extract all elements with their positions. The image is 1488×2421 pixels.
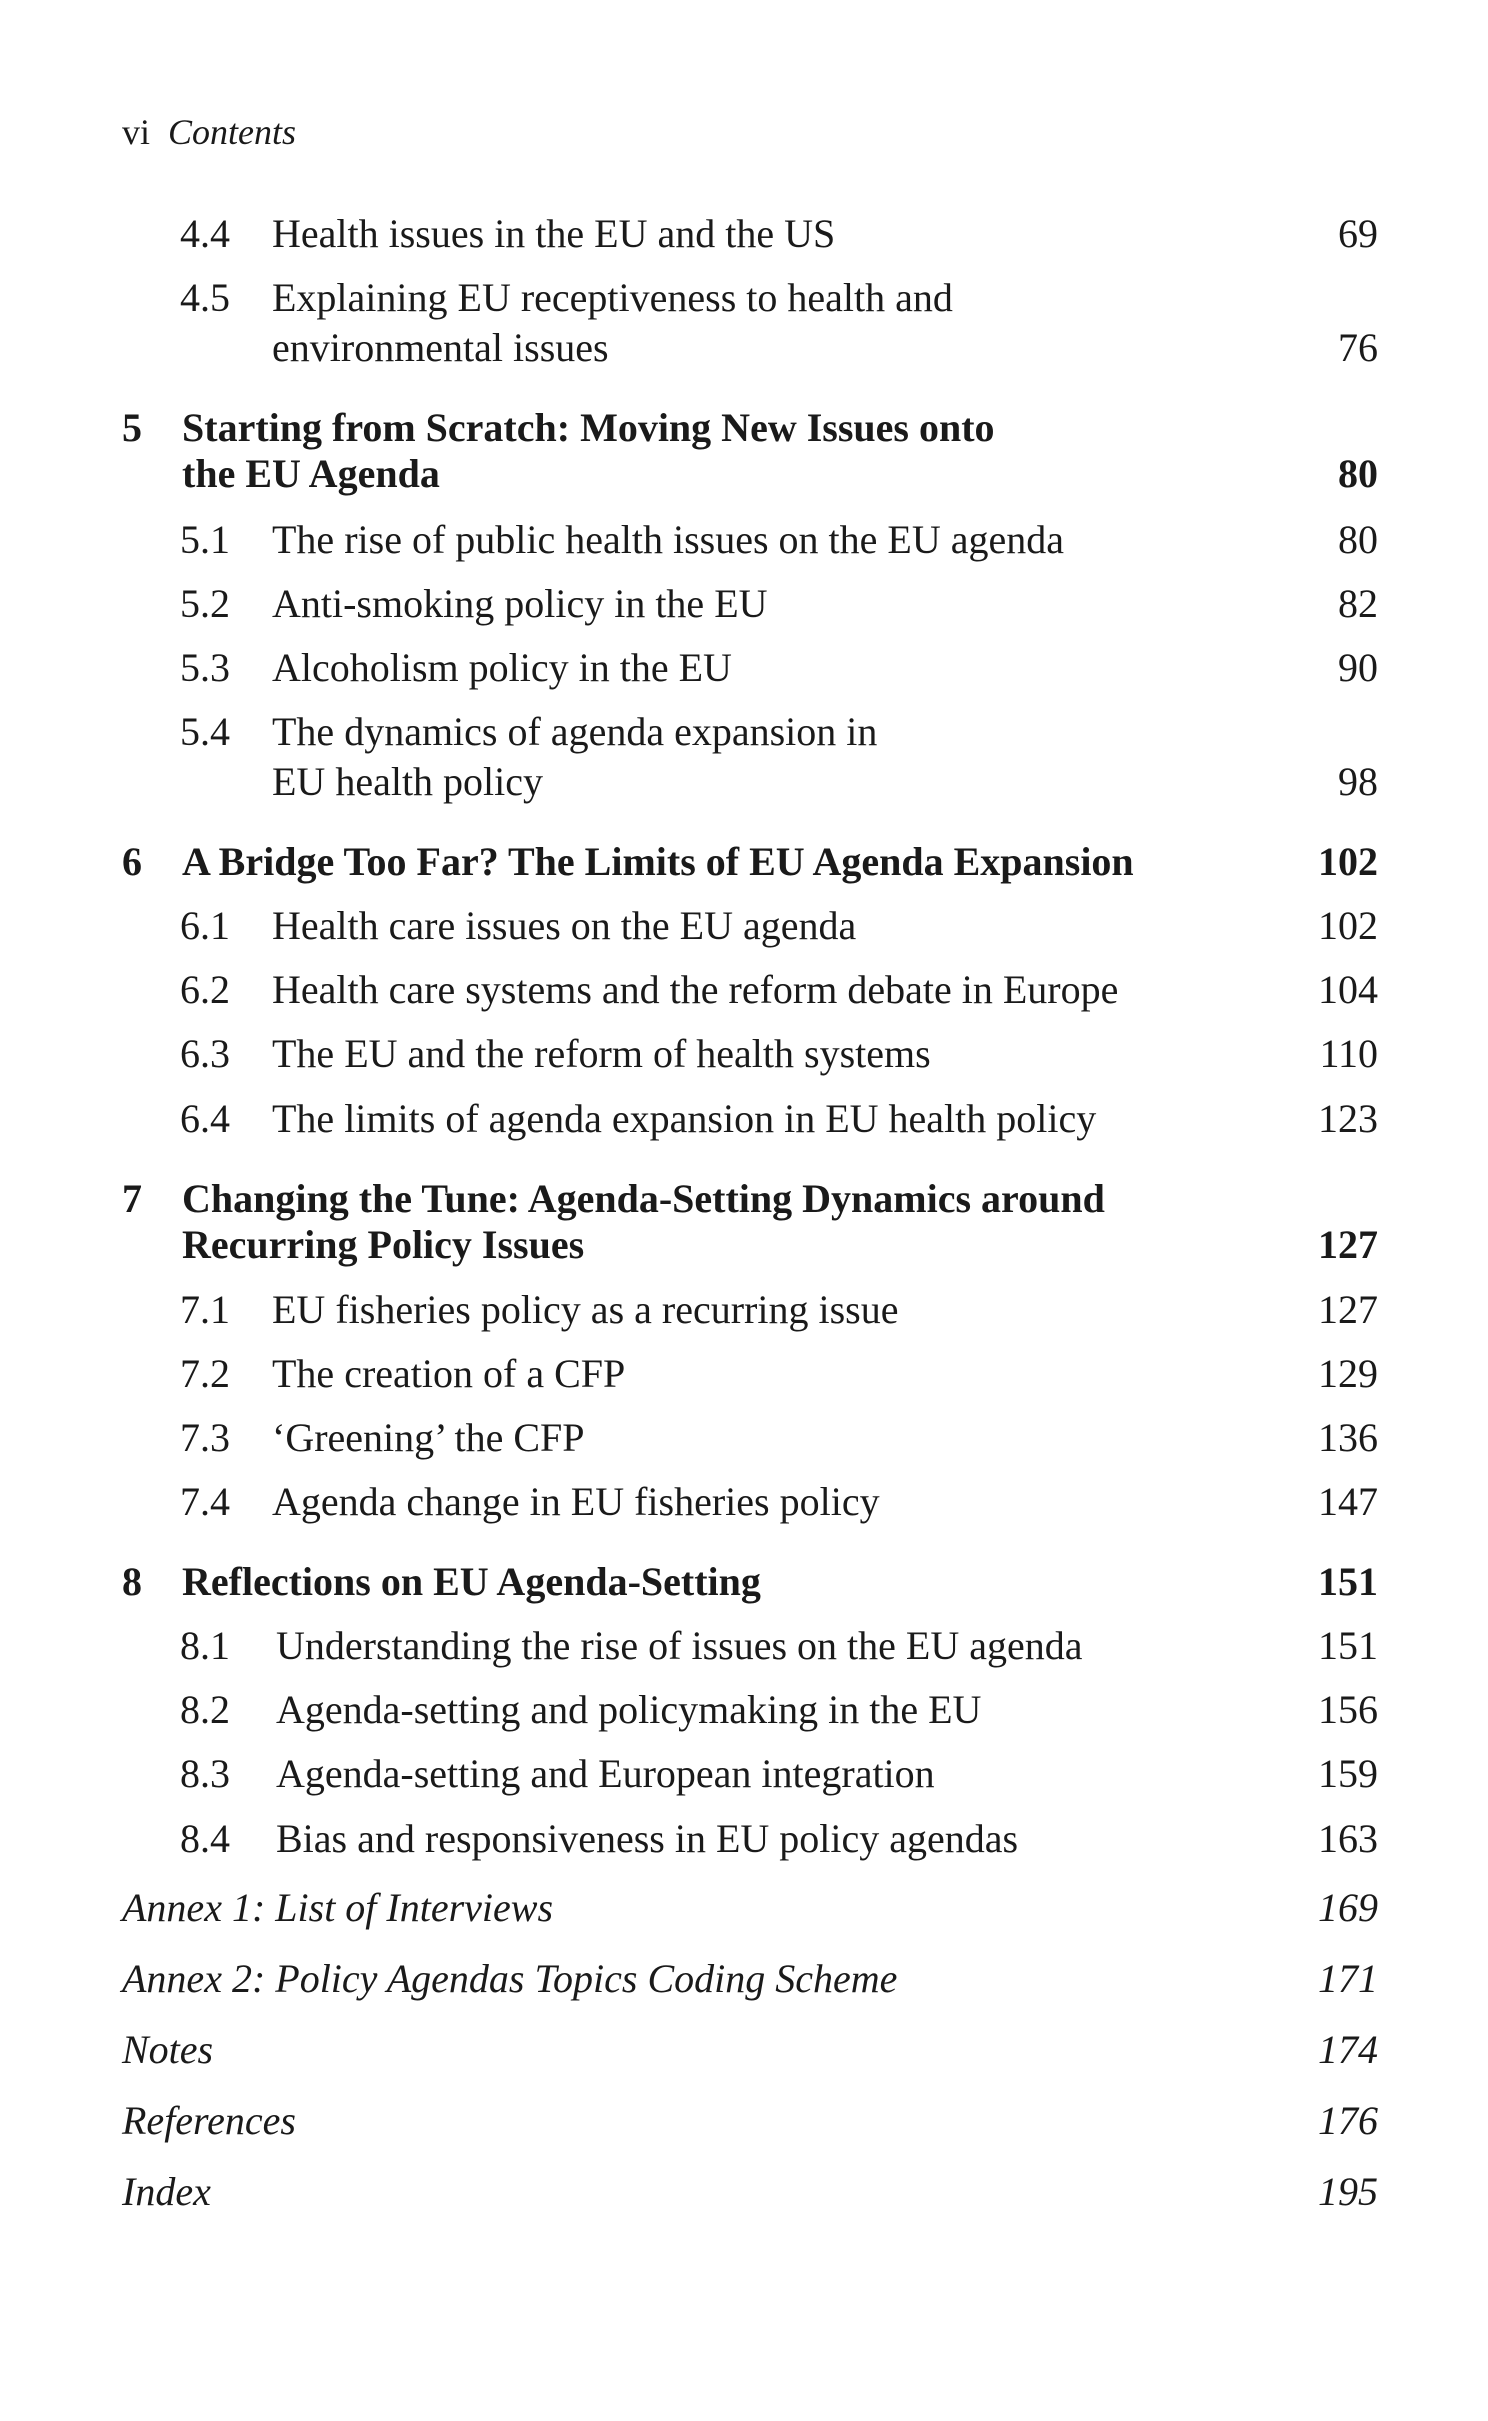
toc-entry-number: 6.4 bbox=[180, 1096, 230, 1141]
toc-entry-number: 8.1 bbox=[180, 1623, 230, 1668]
toc-entry-title-line: Annex 2: Policy Agendas Topics Coding Scheme bbox=[122, 1956, 898, 2001]
toc-entry-title-line: the EU Agenda bbox=[182, 451, 440, 496]
toc-entry-title bbox=[182, 1558, 761, 1606]
toc-entry-title-line: The dynamics of agenda expansion in bbox=[272, 709, 878, 754]
toc-entry-page-number: 90 bbox=[1338, 645, 1378, 690]
toc-entry-title bbox=[182, 1175, 1105, 1269]
toc-entry-number: 7.1 bbox=[180, 1287, 230, 1332]
toc-entry-number: 5.4 bbox=[180, 709, 230, 754]
toc-entry-number: 7.3 bbox=[180, 1415, 230, 1460]
toc-entry-title-line: The limits of agenda expansion in EU health policy bbox=[272, 1096, 1097, 1141]
toc-entry-number: 5 bbox=[122, 405, 142, 450]
toc-entry-number: 8.4 bbox=[180, 1816, 230, 1861]
toc-entry-page-number: 102 bbox=[1318, 839, 1378, 884]
toc-entry-title-line: Recurring Policy Issues bbox=[182, 1222, 585, 1267]
toc-entry-number: 4.5 bbox=[180, 275, 230, 320]
toc-entry-page-number: 80 bbox=[1338, 451, 1378, 496]
toc-entry-title-line: Health care systems and the reform debate in Europe bbox=[272, 967, 1119, 1012]
toc-entry-number: 5.1 bbox=[180, 517, 230, 562]
toc-entry-title-line: environmental issues bbox=[272, 325, 609, 370]
toc-entry-page-number: 176 bbox=[1318, 2098, 1378, 2143]
toc-entry-title bbox=[276, 1622, 1082, 1670]
toc-entry-number: 7 bbox=[122, 1176, 142, 1221]
toc-entry-title bbox=[272, 1478, 880, 1526]
toc-entry-title-line: EU fisheries policy as a recurring issue bbox=[272, 1287, 899, 1332]
toc-entry-page-number: 104 bbox=[1318, 967, 1378, 1012]
toc-entry-title bbox=[272, 1350, 625, 1398]
toc-entry-title-line: The rise of public health issues on the EU agenda bbox=[272, 517, 1064, 562]
toc-entry-number: 7.2 bbox=[180, 1351, 230, 1396]
toc-entry-title bbox=[272, 966, 1118, 1014]
toc-entry-title bbox=[182, 404, 995, 498]
toc-entry-title-line: Agenda-setting and policymaking in the EU bbox=[276, 1687, 982, 1732]
toc-entry-page-number: 195 bbox=[1318, 2169, 1378, 2214]
toc-entry-title-line: Understanding the rise of issues on the EU agenda bbox=[276, 1623, 1083, 1668]
toc-entry-number: 5.3 bbox=[180, 645, 230, 690]
toc-entry-page-number: 174 bbox=[1318, 2027, 1378, 2072]
toc-entry-title bbox=[272, 644, 732, 692]
toc-entry-page-number: 69 bbox=[1338, 211, 1378, 256]
toc-entry-title bbox=[122, 2097, 296, 2145]
toc-entry-number: 8.2 bbox=[180, 1687, 230, 1732]
toc-entry-title bbox=[272, 1030, 931, 1078]
toc-entry-page-number: 82 bbox=[1338, 581, 1378, 626]
toc-entry-title-line: Index bbox=[122, 2169, 211, 2214]
toc-entry-title-line: Agenda change in EU fisheries policy bbox=[272, 1479, 880, 1524]
toc-entry-page-number: 163 bbox=[1318, 1816, 1378, 1861]
toc-entry-title bbox=[272, 210, 835, 258]
toc-entry-title-line: Reflections on EU Agenda-Setting bbox=[182, 1559, 761, 1604]
toc-entry-number: 4.4 bbox=[180, 211, 230, 256]
toc-entry-number: 6.3 bbox=[180, 1031, 230, 1076]
toc-entry-title-line: Explaining EU receptiveness to health and bbox=[272, 275, 953, 320]
toc-entry-page-number: 136 bbox=[1318, 1415, 1378, 1460]
toc-entry-title-line: Notes bbox=[122, 2027, 214, 2072]
toc-entry-page-number: 110 bbox=[1319, 1031, 1378, 1076]
toc-entry-title bbox=[122, 1884, 553, 1932]
toc-entry-page-number: 102 bbox=[1318, 903, 1378, 948]
toc-entry-page-number: 169 bbox=[1318, 1885, 1378, 1930]
toc-entry-title bbox=[272, 1414, 585, 1462]
toc-entry-title bbox=[272, 902, 856, 950]
toc-entry-title bbox=[122, 2168, 211, 2216]
toc-entry-number: 8.3 bbox=[180, 1751, 230, 1796]
toc-entry-title bbox=[272, 274, 953, 372]
toc-entry-title-line: The EU and the reform of health systems bbox=[272, 1031, 931, 1076]
toc-entry-title-line: The creation of a CFP bbox=[272, 1351, 626, 1396]
toc-entry-title bbox=[122, 2026, 213, 2074]
toc-entry-number: 5.2 bbox=[180, 581, 230, 626]
toc-entry-page-number: 151 bbox=[1318, 1559, 1378, 1604]
toc-entry-title-line: References bbox=[122, 2098, 296, 2143]
toc-entry-title bbox=[276, 1686, 981, 1734]
toc-entry-number: 7.4 bbox=[180, 1479, 230, 1524]
toc-entry-title-line: Alcoholism policy in the EU bbox=[272, 645, 732, 690]
toc-entry-page-number: 127 bbox=[1318, 1287, 1378, 1332]
toc-entry-page-number: 76 bbox=[1338, 325, 1378, 370]
toc-entry-number: 6.2 bbox=[180, 967, 230, 1012]
toc-entry-title bbox=[272, 516, 1064, 564]
toc-entry-title-line: Starting from Scratch: Moving New Issues onto bbox=[182, 405, 995, 450]
toc-entry-title bbox=[272, 708, 877, 806]
toc-entry-number: 6 bbox=[122, 839, 142, 884]
toc-entry-number: 6.1 bbox=[180, 903, 230, 948]
toc-entry-page-number: 159 bbox=[1318, 1751, 1378, 1796]
toc-entry-page-number: 156 bbox=[1318, 1687, 1378, 1732]
toc-entry-title-line: Changing the Tune: Agenda-Setting Dynamics around bbox=[182, 1176, 1105, 1221]
toc-entry-page-number: 171 bbox=[1318, 1956, 1378, 2001]
toc-entry-title-line: Health issues in the EU and the US bbox=[272, 211, 836, 256]
toc-entry-title bbox=[272, 1095, 1096, 1143]
toc-entry-number: 8 bbox=[122, 1559, 142, 1604]
toc-entry-title bbox=[272, 580, 768, 628]
toc-entry-title-line: A Bridge Too Far? The Limits of EU Agenda Expansion bbox=[182, 839, 1134, 884]
toc-entry-page-number: 151 bbox=[1318, 1623, 1378, 1668]
toc-entry-page-number: 147 bbox=[1318, 1479, 1378, 1524]
toc-entry-title-line: Anti-smoking policy in the EU bbox=[272, 581, 768, 626]
toc-entry-page-number: 98 bbox=[1338, 759, 1378, 804]
toc-entry-title-line: ‘Greening’ the CFP bbox=[272, 1415, 585, 1460]
toc-entry-page-number: 80 bbox=[1338, 517, 1378, 562]
toc-entry-page-number: 129 bbox=[1318, 1351, 1378, 1396]
toc-entry-title bbox=[122, 1955, 897, 2003]
toc-entry-title-line: EU health policy bbox=[272, 759, 544, 804]
toc-entry-title bbox=[276, 1750, 935, 1798]
toc-entry-title-line: Annex 1: List of Interviews bbox=[122, 1885, 554, 1930]
toc-entry-title-line: Agenda-setting and European integration bbox=[276, 1751, 935, 1796]
toc-entry-page-number: 127 bbox=[1318, 1222, 1378, 1267]
toc-entry-title bbox=[272, 1286, 898, 1334]
running-header bbox=[122, 108, 296, 156]
running-title: Contents bbox=[168, 112, 297, 152]
toc-entry-title bbox=[182, 838, 1134, 886]
page-numeral: vi bbox=[122, 112, 151, 152]
toc-entry-title bbox=[276, 1815, 1018, 1863]
toc-entry-title-line: Bias and responsiveness in EU policy agendas bbox=[276, 1816, 1019, 1861]
toc-entry-page-number: 123 bbox=[1318, 1096, 1378, 1141]
toc-entry-title-line: Health care issues on the EU agenda bbox=[272, 903, 857, 948]
